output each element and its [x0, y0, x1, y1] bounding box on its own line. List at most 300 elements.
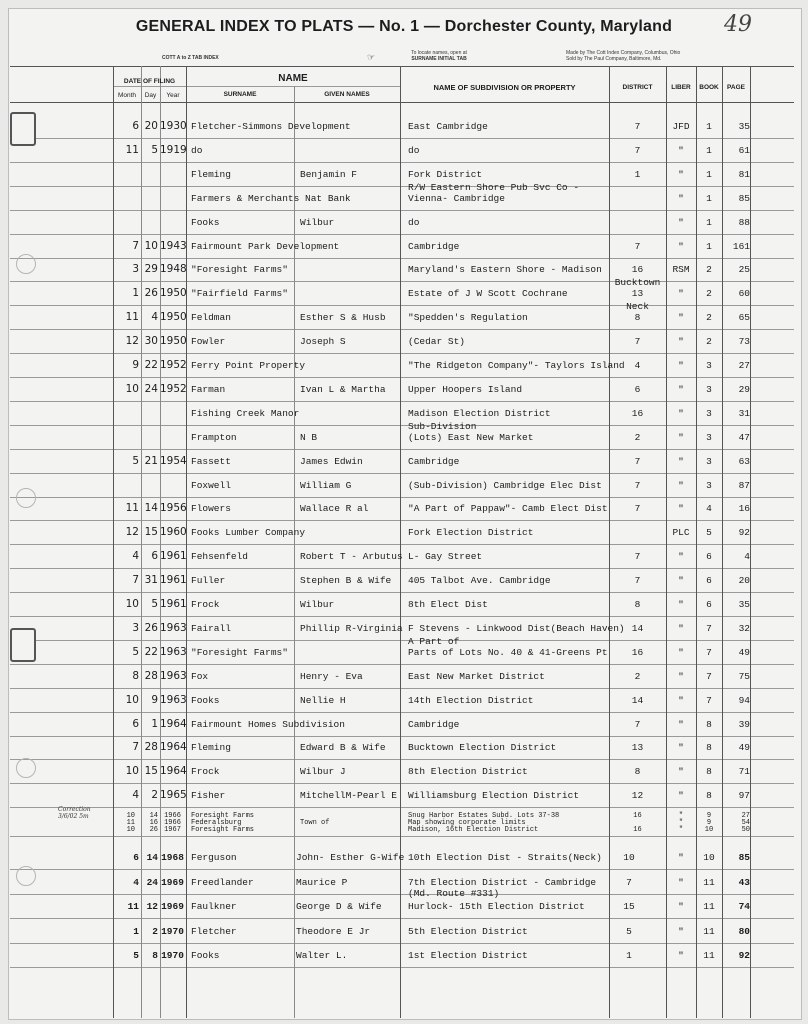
given-names-header: GIVEN NAMES [324, 91, 370, 98]
liber-cell: " [678, 718, 684, 730]
given-names-cell: John- Esther G-Wife [296, 852, 405, 863]
row-rule [10, 520, 794, 521]
liber-cell: JFD [672, 121, 690, 132]
surname-cell: "Foresight Farms" [191, 264, 288, 276]
page-number: 49 [724, 12, 752, 37]
row-rule [10, 186, 794, 187]
book-cell: 3 [706, 479, 712, 491]
book-cell: 2 [706, 312, 712, 324]
subdivision-cell: (Sub-Division) Cambridge Elec Dist [408, 479, 602, 491]
page-cell: 74 [738, 901, 750, 912]
page-cell: 85 [738, 852, 750, 863]
subdivision-cell: 10th Election Dist - Straits(Neck) [408, 852, 602, 863]
col-rule-10 [722, 66, 723, 1018]
liber-cell: " [678, 599, 684, 610]
book-cell: 3 [706, 383, 712, 395]
subdivision-cell-line-2: (Lots) East New Market [408, 431, 534, 443]
row-rule [10, 783, 794, 784]
liber-cell: " [678, 819, 684, 827]
name-header: NAME [278, 73, 308, 84]
surname-cell: "Fairfield Farms" [191, 288, 288, 300]
subdivision-header: NAME OF SUBDIVISION OR PROPERTY [433, 83, 576, 92]
year-cell: 1963 [160, 645, 187, 658]
row-rule [10, 234, 794, 235]
surname-cell: Foresight Farms [191, 812, 255, 820]
district-cell: 7 [626, 876, 632, 888]
row-rule [10, 377, 794, 378]
row-rule [10, 353, 794, 354]
liber-cell: " [678, 742, 684, 754]
month-cell: 9 [132, 359, 139, 371]
district-cell: 16 [631, 646, 644, 658]
book-cell: 5 [706, 527, 712, 539]
month-cell: 4 [132, 789, 139, 802]
year-cell: 1970 [161, 950, 184, 961]
book-header: BOOK [699, 84, 719, 91]
subdivision-cell-line-2: Vienna- Cambridge [408, 192, 505, 204]
district-cell: 1 [626, 950, 632, 961]
book-cell: 1 [706, 192, 712, 204]
surname-cell: Freedlander [191, 876, 254, 888]
book-cell: 7 [706, 694, 712, 706]
day-cell: 26 [149, 826, 158, 834]
row-rule [10, 736, 794, 737]
row-rule [10, 688, 794, 689]
given-names-cell: Edward B & Wife [300, 742, 386, 754]
book-cell: 1 [706, 216, 712, 228]
page-cell: 92 [738, 527, 750, 539]
given-names-cell: Esther S & Husb [300, 312, 386, 324]
page-cell: 97 [738, 790, 750, 802]
day-cell: 24 [146, 876, 158, 888]
book-cell: 11 [703, 925, 715, 937]
given-names-cell: N B [300, 431, 318, 443]
liber-cell: " [678, 852, 684, 863]
index-name-label: COTT A to Z TAB INDEX [162, 55, 219, 61]
year-cell: 1930 [160, 120, 187, 132]
year-header: Year [166, 92, 180, 99]
row-rule [10, 712, 794, 713]
subdivision-cell: 5th Election District [408, 925, 528, 937]
year-cell: 1966 [164, 812, 181, 820]
page-cell: 4 [744, 551, 750, 563]
month-cell: 12 [125, 335, 139, 348]
col-rule-6 [400, 66, 401, 1018]
surname-cell: Farmers & Merchants Nat Bank [191, 192, 351, 204]
district-cell: 7 [634, 503, 641, 515]
year-cell: 1919 [160, 143, 187, 156]
col-rule-4 [186, 66, 187, 1018]
day-cell: 2 [152, 925, 158, 937]
day-cell: 14 [146, 852, 158, 863]
surname-cell: Fooks [191, 694, 220, 706]
correction-note: Correction 3/6/02 5m [58, 806, 91, 820]
month-cell: 1 [132, 287, 139, 300]
page-cell: 75 [738, 670, 750, 682]
binder-hole [16, 254, 36, 274]
given-names-cell: George D & Wife [296, 901, 382, 912]
subdivision-cell: "The Ridgeton Company"- Taylors Island [408, 360, 625, 371]
book-cell: 3 [706, 431, 712, 443]
row-rule [10, 258, 794, 259]
liber-cell: " [678, 646, 684, 658]
district-cell: 7 [634, 121, 641, 132]
subdivision-cell: East New Market District [408, 670, 545, 682]
year-cell: 1952 [160, 382, 187, 395]
month-cell: 11 [125, 143, 139, 156]
page-cell: 88 [738, 216, 750, 228]
book-cell: 1 [706, 121, 712, 132]
liber-header: LIBER [671, 84, 691, 91]
page-cell: 50 [741, 826, 750, 834]
subdivision-cell: R/W Eastern Shore Pub Svc Co - [408, 181, 580, 193]
day-cell: 16 [149, 819, 158, 827]
subdivision-cell: 8th Elect Dist [408, 599, 488, 610]
district-cell: 7 [634, 479, 641, 491]
surname-header: SURNAME [223, 91, 257, 98]
locate-hint-line-2: SURNAME INITIAL TAB [411, 56, 467, 62]
page-cell: 81 [738, 168, 750, 180]
district-cell: 14 [631, 694, 644, 706]
page-cell: 65 [738, 312, 750, 324]
district-cell: 7 [634, 336, 641, 348]
subdivision-cell: Bucktown Election District [408, 742, 557, 754]
col-rule-9 [696, 66, 697, 1018]
day-cell: 31 [144, 574, 158, 587]
book-cell: 2 [706, 288, 712, 300]
subdivision-cell: Hurlock- 15th Election District [408, 901, 585, 912]
page-cell: 29 [738, 383, 750, 395]
book-cell: 9 [706, 819, 712, 827]
binder-slot [10, 112, 36, 146]
month-cell: 6 [132, 120, 139, 132]
district-note-cell: Bucktown [614, 277, 661, 289]
given-names-cell: Phillip R-Virginia [300, 622, 403, 634]
month-cell: 10 [125, 598, 139, 610]
page-cell: 73 [738, 336, 750, 348]
given-names-cell: Theodore E Jr [296, 925, 371, 937]
day-cell: 14 [144, 502, 158, 515]
col-rule-7 [609, 66, 610, 1018]
subdivision-cell: East Cambridge [408, 121, 488, 132]
district-cell: 2 [634, 431, 641, 443]
book-cell: 2 [706, 336, 712, 348]
liber-cell: " [678, 766, 684, 778]
book-cell: 7 [706, 646, 712, 658]
book-cell: 11 [703, 876, 715, 888]
book-cell: 11 [703, 950, 715, 961]
subdivision-cell: do [408, 216, 420, 228]
given-names-cell: Maurice P [296, 876, 348, 888]
year-cell: 1969 [161, 901, 184, 912]
binder-hole [16, 488, 36, 508]
book-cell: 3 [706, 360, 712, 371]
day-cell: 29 [144, 263, 158, 276]
subdivision-cell: Williamsburg Election District [408, 790, 580, 802]
day-cell: 26 [144, 287, 158, 300]
row-rule [10, 836, 794, 837]
page-cell: 49 [738, 646, 750, 658]
surname-cell: Flowers [191, 503, 231, 515]
liber-cell: " [678, 383, 684, 395]
district-cell: 15 [623, 901, 635, 912]
subdivision-cell: 14th Election District [408, 694, 534, 706]
book-cell: 6 [706, 551, 712, 563]
page-cell: 16 [738, 503, 750, 515]
day-cell: 28 [144, 741, 158, 754]
page-cell: 35 [738, 121, 750, 132]
liber-cell: " [678, 622, 684, 634]
surname-cell: Fishing Creek Manor [191, 407, 300, 419]
book-cell: 6 [706, 575, 712, 587]
subdivision-cell: Cambridge [408, 455, 460, 467]
district-cell: 13 [631, 742, 644, 754]
row-rule [10, 305, 794, 306]
month-cell: 10 [125, 382, 139, 395]
surname-cell: Fleming [191, 168, 231, 180]
district-cell: 6 [634, 383, 641, 395]
liber-cell: " [678, 575, 684, 587]
page-cell: 47 [738, 431, 750, 443]
maker-line-2: Sold by The Paul Company, Baltimore, Md. [566, 56, 662, 62]
given-names-cell: Stephen B & Wife [300, 575, 392, 587]
subdivision-cell: 7th Election District - Cambridge [408, 876, 597, 888]
month-cell: 6 [132, 717, 139, 730]
day-cell: 5 [151, 598, 158, 610]
page-cell: 87 [738, 479, 750, 491]
surname-cell: Faulkner [191, 901, 237, 912]
col-rule-5 [294, 86, 295, 1018]
day-cell: 30 [144, 335, 158, 348]
district-cell: 8 [634, 599, 641, 610]
surname-cell: Fowler [191, 336, 226, 348]
district-cell: 1 [634, 168, 641, 180]
surname-cell: Fehsenfeld [191, 551, 249, 563]
row-rule [10, 544, 794, 545]
liber-cell: " [678, 925, 684, 937]
page-cell: 161 [732, 240, 750, 252]
row-rule [10, 894, 794, 895]
binder-hole [16, 866, 36, 886]
locate-hint-line-1: To locate names, open at [411, 50, 467, 56]
year-cell: 1961 [160, 598, 187, 610]
col-rule-8 [666, 66, 667, 1018]
district-cell: 2 [634, 670, 641, 682]
row-rule [10, 401, 794, 402]
month-cell: 4 [132, 550, 139, 563]
liber-cell: " [678, 240, 684, 252]
surname-cell: Foresight Farms [191, 826, 255, 834]
binder-slot [10, 628, 36, 662]
book-cell: 6 [706, 599, 712, 610]
page-title: GENERAL INDEX TO PLATS — No. 1 — Dorchester County, Maryland [135, 18, 673, 35]
subdivision-cell: 405 Talbot Ave. Cambridge [408, 575, 551, 587]
district-cell: 7 [634, 575, 641, 587]
day-cell: 6 [151, 550, 158, 563]
page-cell: 27 [738, 360, 750, 371]
district-note-cell: Neck [626, 301, 649, 313]
year-cell: 1948 [160, 263, 187, 276]
year-cell: 1964 [160, 741, 187, 754]
given-names-cell: Robert T - Arbutus [300, 551, 403, 563]
year-cell: 1963 [160, 621, 187, 634]
subdivision-cell: 1st Election District [408, 950, 528, 961]
district-cell: 10 [623, 852, 635, 863]
subdivision-cell: Fork District [408, 168, 483, 180]
given-names-cell: Ivan L & Martha [300, 383, 386, 395]
day-cell: 28 [144, 669, 158, 682]
page-cell: 71 [738, 766, 750, 778]
year-cell: 1964 [160, 717, 187, 730]
liber-cell: " [678, 336, 684, 348]
subdivision-cell: Upper Hoopers Island [408, 383, 523, 395]
subdivision-cell: Cambridge [408, 240, 460, 252]
page-cell: 25 [738, 264, 750, 276]
row-rule [10, 210, 794, 211]
year-cell: 1961 [160, 574, 187, 587]
book-cell: 8 [706, 718, 712, 730]
district-cell: 7 [634, 455, 641, 467]
surname-cell: Frock [191, 766, 220, 778]
district-cell: 16 [633, 812, 642, 820]
subdivision-cell: "A Part of Pappaw"- Camb Elect Dist [408, 503, 608, 515]
district-cell: 7 [634, 551, 641, 563]
month-cell: 5 [132, 645, 139, 658]
day-cell: 15 [144, 526, 158, 539]
year-cell: 1943 [160, 239, 187, 252]
month-cell: 4 [133, 876, 139, 888]
row-rule [10, 592, 794, 593]
month-cell: 7 [132, 239, 139, 252]
row-rule [10, 869, 794, 870]
book-cell: 8 [706, 742, 712, 754]
liber-cell: " [678, 144, 684, 156]
row-rule [10, 162, 794, 163]
col-rule-2 [141, 66, 142, 1018]
row-rule [10, 640, 794, 641]
liber-cell: " [678, 551, 684, 563]
surname-cell: Farman [191, 383, 226, 395]
subdivision-cell: Estate of J W Scott Cochrane [408, 288, 568, 300]
page-cell: 92 [738, 950, 750, 961]
subdivision-cell-line-2: Parts of Lots No. 40 & 41-Greens Pt [408, 646, 608, 658]
book-cell: 7 [706, 670, 712, 682]
liber-cell: " [678, 288, 684, 300]
month-cell: 6 [133, 852, 139, 863]
district-cell: 16 [631, 407, 644, 419]
given-names-cell: Wilbur [300, 216, 335, 228]
book-cell: 11 [703, 901, 715, 912]
liber-cell: " [678, 168, 684, 180]
row-rule [10, 967, 794, 968]
book-cell: 1 [706, 144, 712, 156]
year-cell: 1963 [160, 693, 187, 706]
year-cell: 1956 [160, 502, 187, 515]
book-cell: 10 [704, 826, 714, 834]
liber-cell: " [678, 901, 684, 912]
month-cell: 10 [126, 812, 135, 820]
year-cell: 1950 [160, 287, 187, 300]
row-rule [10, 449, 794, 450]
row-rule [10, 329, 794, 330]
liber-cell: " [678, 876, 684, 888]
surname-cell: Frampton [191, 431, 237, 443]
given-names-cell: Wilbur [300, 599, 335, 610]
month-cell: 8 [132, 669, 139, 682]
surname-cell: do [191, 144, 203, 156]
liber-cell: " [678, 694, 684, 706]
year-cell: 1964 [160, 765, 187, 778]
subdivision-cell: Madison Election District [408, 407, 551, 419]
year-cell: 1961 [160, 550, 187, 563]
row-rule [10, 616, 794, 617]
surname-cell: Fleming [191, 742, 231, 754]
day-cell: 9 [151, 693, 158, 706]
month-cell: 11 [125, 502, 139, 515]
page-cell: 35 [738, 599, 750, 610]
liber-cell: " [678, 812, 684, 820]
page-cell: 61 [738, 144, 750, 156]
surname-cell: Fairmount Homes Subdivision [191, 718, 345, 730]
book-cell: 8 [706, 790, 712, 802]
subdivision-cell: Madison, 16th Election District [408, 826, 539, 834]
row-rule [10, 138, 794, 139]
day-cell: 21 [144, 454, 158, 467]
day-cell: 24 [144, 382, 158, 395]
month-cell: 12 [125, 526, 139, 539]
year-cell: 1950 [160, 335, 187, 348]
surname-cell: Feldman [191, 312, 231, 324]
col-rule-1 [113, 66, 114, 1018]
month-cell: 10 [125, 693, 139, 706]
maker-line-1: Made by The Cott Index Company, Columbus, Ohio [566, 50, 681, 56]
year-cell: 1952 [160, 359, 187, 371]
book-cell: 1 [706, 240, 712, 252]
row-rule [10, 664, 794, 665]
liber-cell: " [678, 790, 684, 802]
day-cell: 10 [144, 239, 158, 252]
header-bottom-rule [10, 102, 794, 103]
month-cell: 10 [126, 826, 135, 834]
page-cell: 31 [738, 407, 750, 419]
liber-cell: " [678, 479, 684, 491]
surname-cell: Ferry Point Property [191, 360, 306, 371]
month-cell: 5 [132, 454, 139, 467]
surname-cell: "Foresight Farms" [191, 646, 288, 658]
year-cell: 1963 [160, 669, 187, 682]
month-cell: 5 [133, 950, 139, 961]
row-rule [10, 807, 794, 808]
page-cell: 32 [738, 622, 750, 634]
day-cell: 8 [152, 950, 158, 961]
book-cell: 10 [703, 852, 715, 863]
row-rule [10, 425, 794, 426]
page-cell: 63 [738, 455, 750, 467]
liber-cell: PLC [672, 527, 690, 539]
subdivision-cell: Map showing corporate limits [408, 819, 526, 827]
row-rule [10, 281, 794, 282]
district-cell: 7 [634, 144, 641, 156]
row-rule [10, 918, 794, 919]
given-names-cell: Walter L. [296, 950, 348, 961]
given-names-cell: MitchellM-Pearl E [300, 790, 397, 802]
liber-cell: " [678, 670, 684, 682]
month-cell: 1 [133, 925, 139, 937]
subdivision-cell: F Stevens - Linkwood Dist(Beach Haven) [408, 622, 625, 634]
day-cell: 26 [144, 621, 158, 634]
given-names-cell: Nellie H [300, 694, 346, 706]
month-cell: 7 [132, 574, 139, 587]
